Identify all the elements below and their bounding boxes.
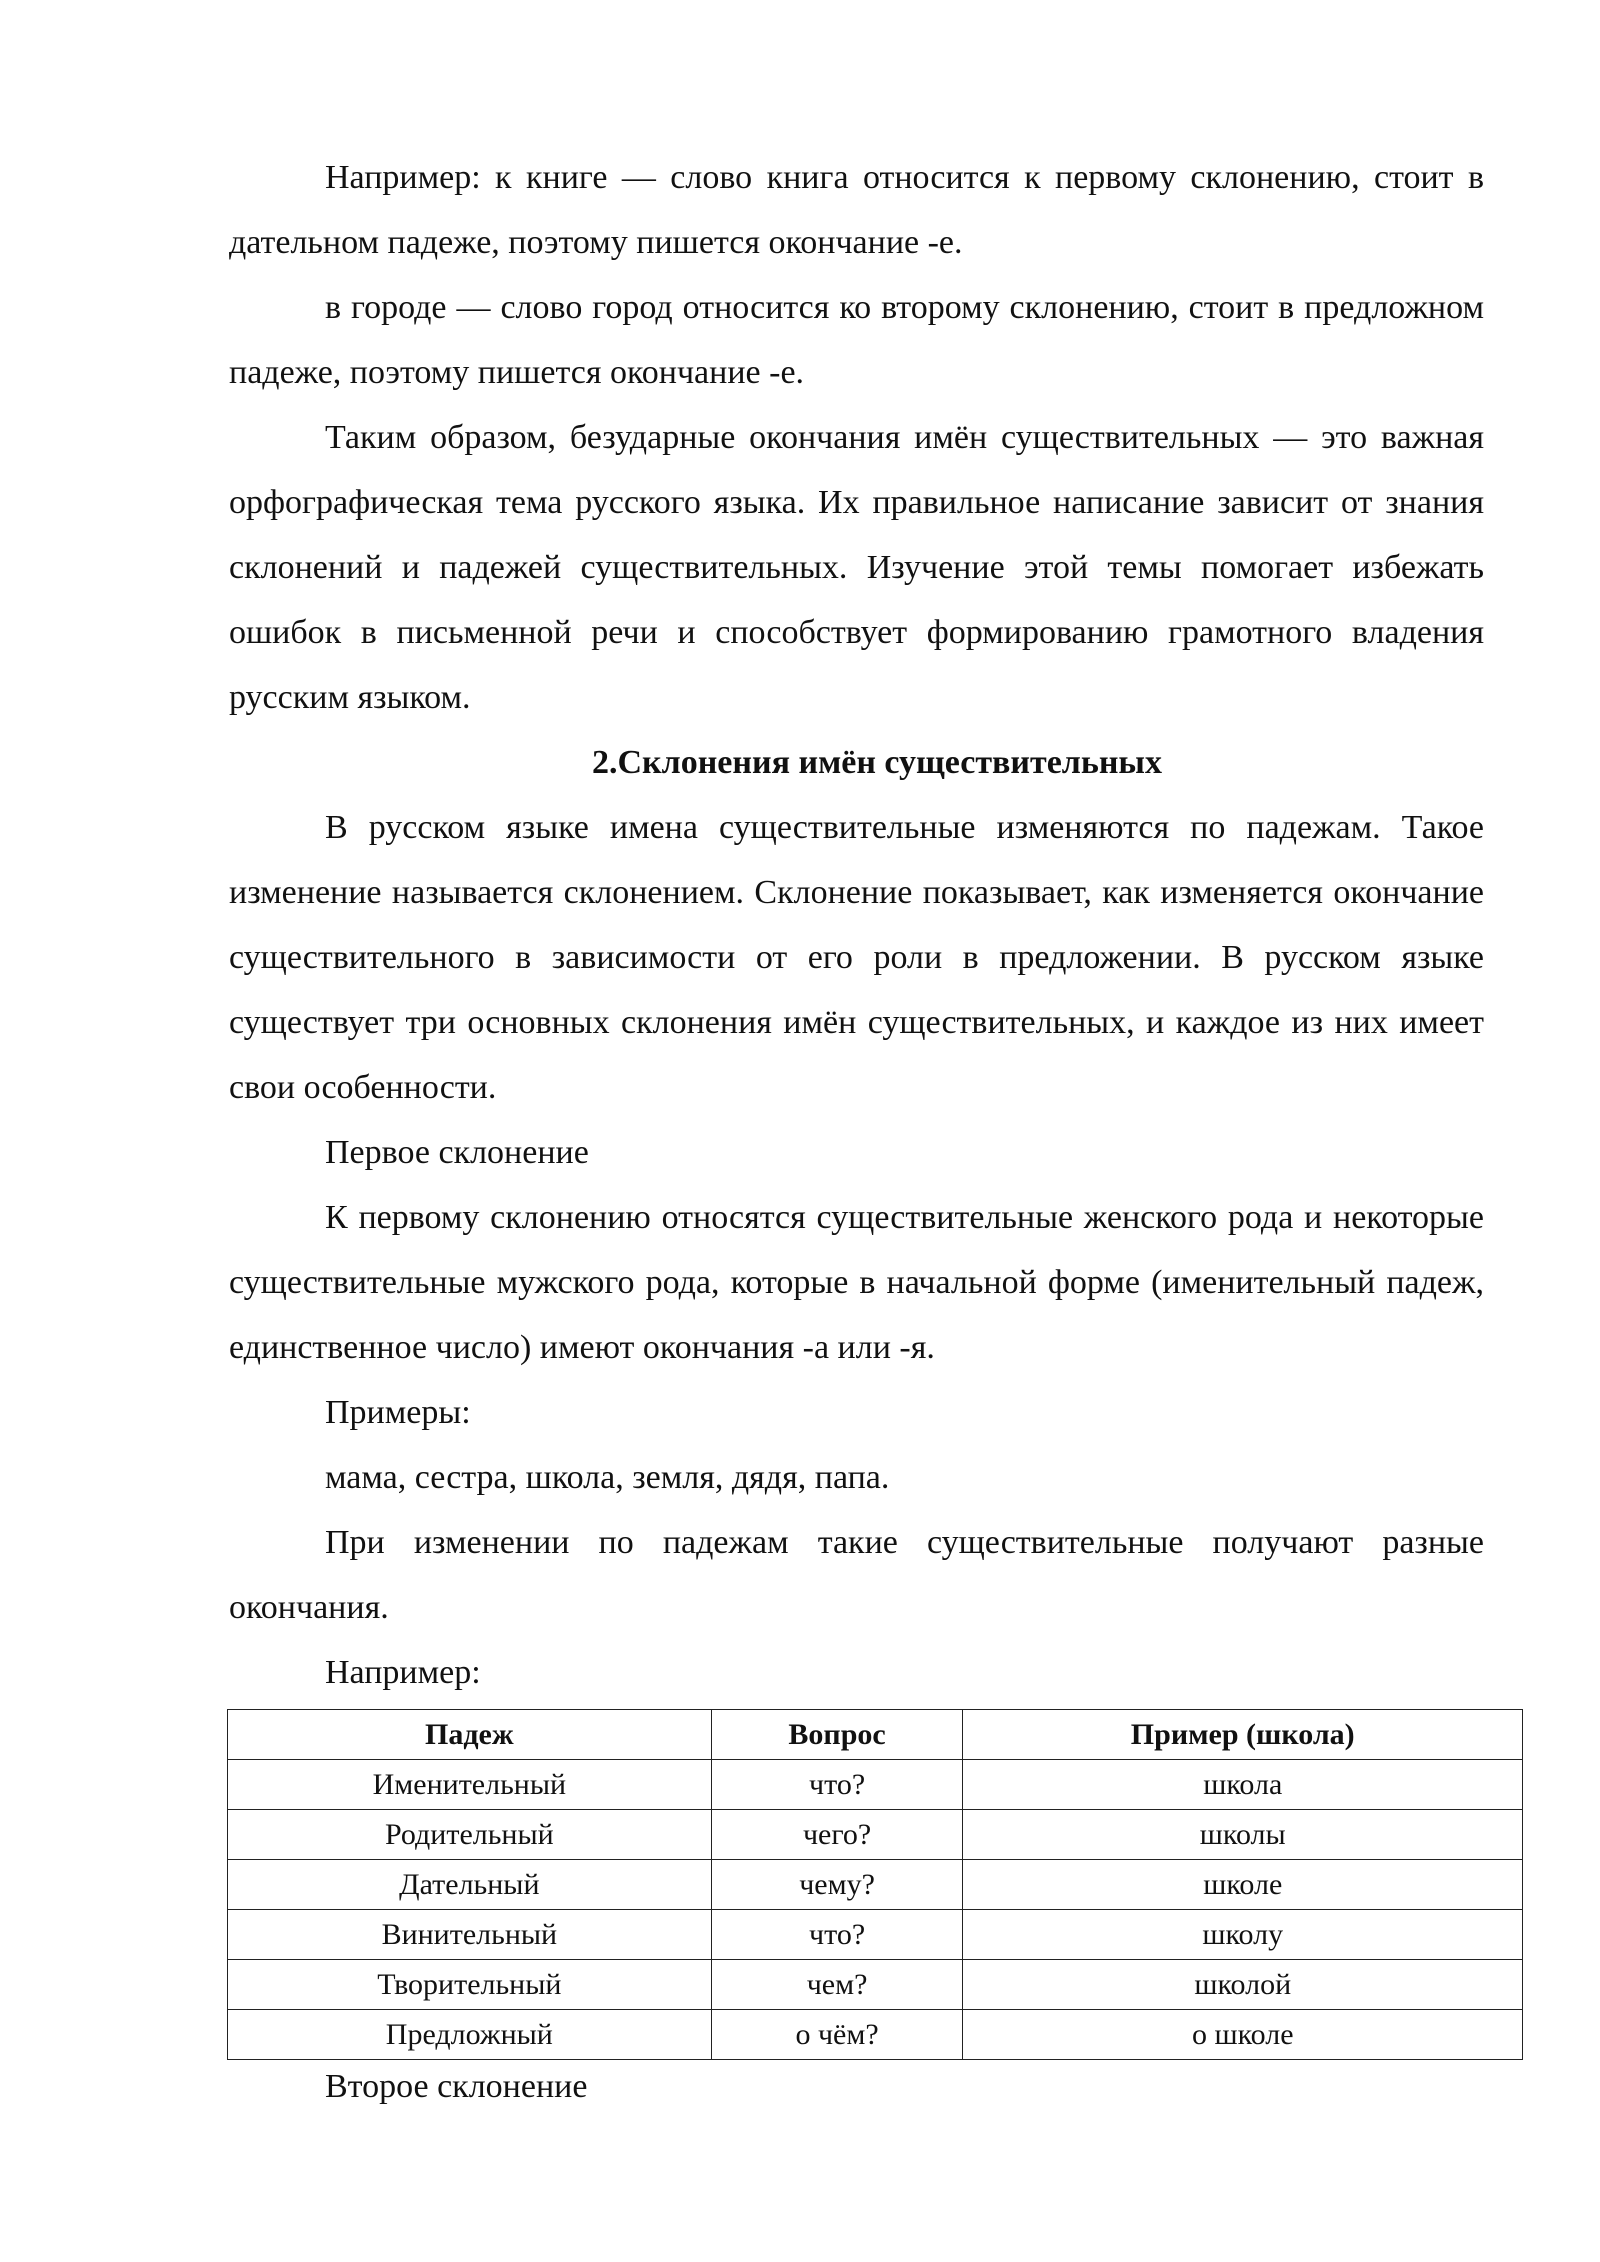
paragraph-example-gorod: в городе — слово город относится ко второму склонению, стоит в предложном падеже, поэтому пишется окончание -е. [229, 289, 1484, 391]
case-table-wrapper [229, 1709, 1484, 2060]
case-table [227, 1709, 1523, 2060]
paragraph-example-kniga: Например: к книге — слово книга относится к первому склонению, стоит в дательном падеже, поэтому пишется окончание -е. [229, 159, 1484, 261]
paragraph-examples-label: Примеры: [325, 1394, 471, 1431]
cell-case: Дательный [228, 1860, 712, 1910]
cell-case: Творительный [228, 1960, 712, 2010]
cell-question: что? [711, 1910, 963, 1960]
cell-example: школе [963, 1860, 1523, 1910]
document-page [229, 145, 1484, 2119]
section-heading: 2.Склонения имён существительных [592, 744, 1162, 781]
cell-question: чему? [711, 1860, 963, 1910]
paragraph-case-change: При изменении по падежам такие существительные получают разные окончания. [229, 1524, 1484, 1626]
table-row [228, 1910, 1523, 1960]
cell-example: школа [963, 1760, 1523, 1810]
cell-question: чем? [711, 1960, 963, 2010]
cell-case: Винительный [228, 1910, 712, 1960]
table-row [228, 1860, 1523, 1910]
table-row [228, 1760, 1523, 1810]
table-row [228, 1810, 1523, 1860]
cell-case: Предложный [228, 2010, 712, 2060]
paragraph-for-example: Например: [325, 1654, 481, 1691]
cell-example: школы [963, 1810, 1523, 1860]
cell-case: Именительный [228, 1760, 712, 1810]
table-row [228, 2010, 1523, 2060]
cell-example: школой [963, 1960, 1523, 2010]
cell-question: о чём? [711, 2010, 963, 2060]
subheading-first-declension: Первое склонение [325, 1134, 589, 1171]
paragraph-declension-intro: В русском языке имена существительные изменяются по падежам. Такое изменение называется склонением. Склонение показывает, как изменяется окончание существительного в зависимости от его роли в предложении. В русском языке существует три основных склонения имён существительных, и каждое из них имеет свои особенности. [229, 809, 1484, 1106]
cell-question: чего? [711, 1810, 963, 1860]
table-header-row [228, 1710, 1523, 1760]
header-case: Падеж [228, 1710, 712, 1760]
table-row [228, 1960, 1523, 2010]
header-question: Вопрос [711, 1710, 963, 1760]
cell-question: что? [711, 1760, 963, 1810]
cell-case: Родительный [228, 1810, 712, 1860]
cell-example: школу [963, 1910, 1523, 1960]
subheading-second-declension: Второе склонение [325, 2068, 588, 2105]
header-example: Пример (школа) [963, 1710, 1523, 1760]
paragraph-conclusion: Таким образом, безударные окончания имён существительных — это важная орфографическая тема русского языка. Их правильное написание зависит от знания склонений и падежей существительных. Изучение этой темы помогает избежать ошибок в письменной речи и способствует формированию грамотного владения русским языком. [229, 419, 1484, 716]
paragraph-first-declension: К первому склонению относятся существительные женского рода и некоторые существительные мужского рода, которые в начальной форме (именительный падеж, единственное число) имеют окончания -а или -я. [229, 1199, 1484, 1366]
paragraph-examples-list: мама, сестра, школа, земля, дядя, папа. [325, 1459, 890, 1496]
cell-example: о школе [963, 2010, 1523, 2060]
